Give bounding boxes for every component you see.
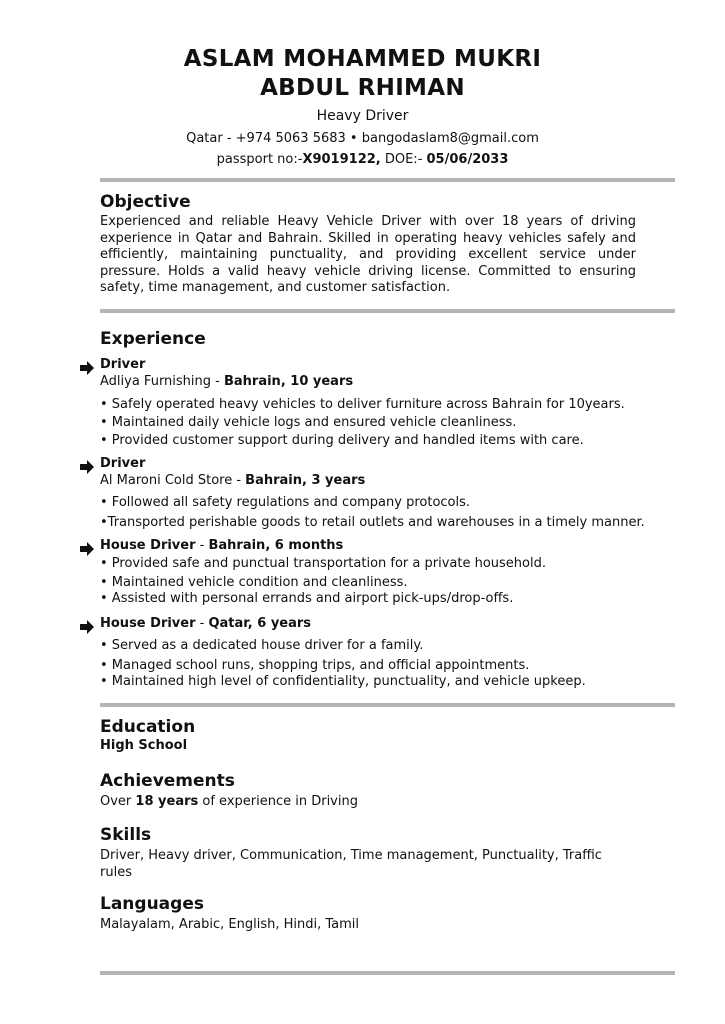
achievements-heading: Achievements [100, 771, 235, 791]
job-location-duration: Bahrain, 10 years [223, 374, 354, 389]
achievements-suffix: of experience in Driving [198, 794, 358, 809]
achievements-prefix: Over [100, 794, 136, 809]
divider [100, 703, 675, 707]
arrow-right-icon [79, 620, 95, 634]
job-bullet: • Provided safe and punctual transportation for a private household. [100, 556, 546, 571]
passport-number: X9019122, [302, 152, 381, 167]
job-role-line [100, 615, 311, 632]
job-company-line [100, 472, 365, 489]
job-location-duration: Bahrain, 3 years [245, 473, 366, 488]
job-bullet: • Provided customer support during delivery and handled items with care. [100, 433, 584, 448]
job-company-line [100, 373, 353, 390]
job-company: Adliya Furnishing - [100, 374, 224, 389]
skills-line: rules [100, 865, 132, 880]
arrow-right-icon [79, 460, 95, 474]
job-bullet: • Maintained daily vehicle logs and ensured vehicle cleanliness. [100, 415, 517, 430]
passport-line [0, 151, 725, 169]
skills-heading: Skills [100, 825, 152, 845]
achievements-text [100, 793, 358, 810]
contact-line: Qatar - +974 5063 5683 • bangodaslam8@gmail.com [186, 131, 539, 146]
job-title: Heavy Driver [316, 108, 409, 124]
doe-date: 05/06/2033 [426, 152, 509, 167]
job-location-duration: Qatar, 6 years [208, 616, 312, 631]
achievements-highlight: 18 years [135, 794, 199, 809]
divider [100, 178, 675, 182]
job-role: House Driver [100, 616, 196, 631]
education-heading: Education [100, 717, 196, 737]
job-role: Driver [100, 456, 146, 471]
job-bullet: •Transported perishable goods to retail outlets and warehouses in a timely manner. [100, 515, 645, 530]
divider [100, 971, 675, 975]
job-role-line [100, 537, 343, 554]
skills-line: Driver, Heavy driver, Communication, Time management, Punctuality, Traffic [100, 848, 602, 863]
job-separator: - [195, 538, 209, 553]
job-location-duration: Bahrain, 6 months [208, 538, 344, 553]
job-bullet: • Served as a dedicated house driver for a family. [100, 638, 424, 653]
objective-text: Experienced and reliable Heavy Vehicle Driver with over 18 years of driving experience in Qatar and Bahrain. Skilled in operating heavy vehicles safely and efficiently, maintaining punctuality, and providing excellent service under pressure. Holds a valid heavy vehicle driving license. Committed to ensuring safety, time management, and customer satisfaction. [100, 214, 636, 296]
job-bullet: • Maintained vehicle condition and cleanliness. [100, 575, 408, 590]
divider [100, 309, 675, 313]
job-role: Driver [100, 357, 146, 372]
experience-heading: Experience [100, 329, 206, 349]
arrow-right-icon [79, 361, 95, 375]
job-bullet: • Safely operated heavy vehicles to deliver furniture across Bahrain for 10years. [100, 397, 625, 412]
candidate-name-line2: ABDUL RHIMAN [260, 75, 465, 101]
education-value: High School [100, 738, 188, 753]
candidate-name-line1: ASLAM MOHAMMED MUKRI [183, 46, 542, 72]
languages-value: Malayalam, Arabic, English, Hindi, Tamil [100, 917, 360, 932]
job-bullet: • Maintained high level of confidentiality, punctuality, and vehicle upkeep. [100, 674, 586, 689]
objective-heading: Objective [100, 192, 191, 212]
languages-heading: Languages [100, 894, 204, 914]
job-separator: - [195, 616, 209, 631]
job-bullet: • Assisted with personal errands and airport pick-ups/drop-offs. [100, 591, 514, 606]
job-bullet: • Managed school runs, shopping trips, and official appointments. [100, 658, 530, 673]
arrow-right-icon [79, 542, 95, 556]
doe-label: DOE:- [380, 152, 427, 167]
passport-label: passport no:- [216, 152, 303, 167]
job-company: Al Maroni Cold Store - [100, 473, 246, 488]
job-role: House Driver [100, 538, 196, 553]
job-bullet: • Followed all safety regulations and company protocols. [100, 495, 471, 510]
